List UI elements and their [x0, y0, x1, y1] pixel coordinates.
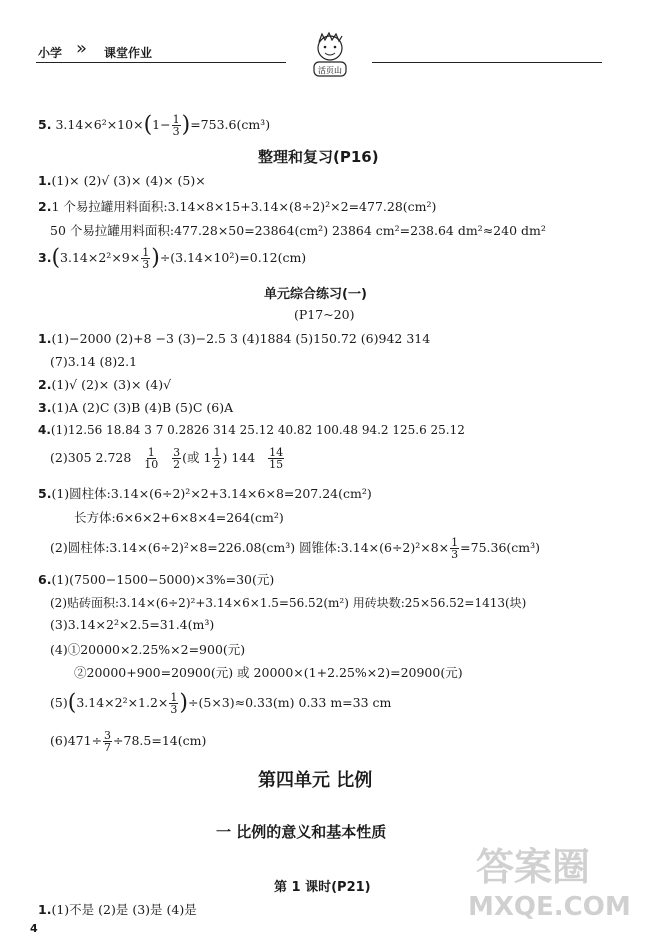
formula-result: ÷(5×3)≈0.33(m) 0.33 m=33 cm — [188, 695, 392, 710]
header-tag-title: 课堂作业 — [104, 46, 153, 60]
answer-line — [38, 900, 197, 918]
answer-line — [74, 663, 463, 681]
answer-text: (2)圆柱体:3.14×(6÷2)²×8=226.08(cm³) 圆锥体:3.14×(6÷2)²×8× — [50, 540, 450, 555]
header-tag-grade: 小学 — [38, 46, 63, 60]
formula-part: 3.14×6²×10× — [55, 117, 144, 132]
answer-line — [38, 331, 430, 346]
page-number: 4 — [30, 922, 38, 935]
fraction-denominator: 3 — [451, 548, 459, 561]
fraction-numerator: 1 — [213, 446, 221, 459]
answer-text: 长方体:6×6×2+6×8×4=264(cm²) — [74, 510, 284, 525]
answer-line — [38, 247, 306, 270]
answer-text: =75.36(cm³) — [460, 540, 541, 555]
fraction-numerator: 1 — [170, 691, 178, 704]
header-rule-left — [36, 62, 286, 63]
section-title-unit-review: 单元综合练习(一) — [264, 287, 367, 302]
answer-line — [38, 484, 372, 502]
answer-text: (1)不是 (2)是 (3)是 (4)是 — [51, 902, 197, 917]
fraction-denominator: 2 — [213, 458, 221, 471]
watermark-logo: 答案圈 — [476, 845, 591, 889]
answer-line — [50, 447, 285, 470]
question-number: 4. — [38, 423, 51, 437]
fraction — [169, 692, 178, 715]
fraction-numerator: 1 — [172, 113, 180, 126]
fraction-denominator: 2 — [173, 458, 181, 471]
formula-part: 3.14×2²×1.2× — [76, 695, 169, 710]
answer-line — [50, 692, 391, 715]
answer-text: (5) — [50, 695, 68, 710]
question-number: 2. — [38, 377, 52, 392]
answer-line — [74, 508, 284, 526]
answer-line — [50, 537, 540, 560]
answer-text: (1)A (2)C (3)B (4)B (5)C (6)A — [51, 400, 234, 415]
question-number: 1. — [38, 331, 52, 346]
fraction-numerator: 1 — [147, 446, 155, 459]
fraction-denominator: 3 — [172, 125, 180, 138]
header-rule-right — [372, 62, 602, 63]
fraction-numerator: 3 — [104, 729, 112, 742]
formula-result: =753.6(cm³) — [190, 117, 271, 132]
fraction-denominator: 10 — [144, 458, 159, 471]
watermark-url: MXQE.COM — [468, 892, 631, 922]
formula-part: 1− — [152, 117, 171, 132]
question-number: 3. — [38, 250, 52, 265]
answer-line — [38, 197, 436, 215]
fraction — [172, 114, 181, 137]
answer-line — [50, 617, 214, 632]
paren-open: ( — [143, 112, 153, 138]
fraction-denominator: 3 — [142, 258, 150, 271]
question-number: 3. — [38, 400, 52, 415]
answer-line — [50, 640, 245, 658]
mascot-icon — [300, 30, 360, 82]
fraction — [212, 447, 221, 470]
question-number: 6. — [38, 572, 52, 587]
chevron-icon: » — [76, 38, 88, 59]
fraction-numerator: 1 — [451, 536, 459, 549]
answer-text: (4)①20000×2.25%×2=900(元) — [50, 642, 246, 657]
answer-text: ÷78.5=14(cm) — [113, 733, 207, 748]
answer-text: (2)305 2.728 — [50, 450, 132, 465]
question-number: 2. — [38, 199, 52, 214]
paren-close: ) — [179, 690, 189, 716]
paren-close: ) — [181, 112, 191, 138]
paren-close: ) — [151, 245, 160, 271]
fraction — [144, 447, 158, 470]
formula-result: ÷(3.14×10²)=0.12(cm) — [159, 250, 307, 265]
answer-text: (1)−2000 (2)+8 −3 (3)−2.5 3 (4)1884 (5)150.72 (6)942 314 — [51, 331, 431, 346]
answer-text: (1)(7500−1500−5000)×3%=30(元) — [51, 572, 275, 587]
answer-line — [50, 221, 546, 239]
answer-line — [38, 173, 206, 188]
answer-text: (6)471÷ — [50, 733, 103, 748]
answer-text: (1)圆柱体:3.14×(6÷2)²×2+3.14×6×8=207.24(cm²) — [51, 486, 372, 501]
question-number: 5. — [38, 486, 52, 501]
fraction-denominator: 7 — [104, 741, 112, 754]
answer-text: (7)3.14 (8)2.1 — [50, 354, 138, 369]
answer-text: (3)3.14×2²×2.5=31.4(m³) — [50, 617, 215, 632]
fraction — [268, 447, 284, 470]
fraction — [450, 537, 459, 560]
unit-title: 第四单元 比例 — [258, 770, 373, 791]
answer-text: ②20000+900=20900(元) 或 20000×(1+2.25%×2)=20900(元) — [74, 665, 463, 680]
question-number: 1. — [38, 173, 52, 188]
answer-line — [38, 423, 465, 437]
fraction — [141, 247, 150, 270]
question-number: 1. — [38, 902, 52, 917]
answer-text: ) 144 — [222, 450, 256, 465]
fraction-numerator: 14 — [269, 446, 284, 459]
answer-line — [38, 377, 171, 392]
fraction — [172, 447, 181, 470]
paren-open: ( — [67, 690, 77, 716]
paren-open: ( — [51, 245, 61, 271]
answer-text: (1)√ (2)× (3)× (4)√ — [51, 377, 172, 392]
fraction-denominator: 3 — [170, 703, 178, 716]
answer-line — [50, 354, 137, 369]
fraction-numerator: 1 — [142, 246, 150, 259]
answer-line — [38, 570, 274, 588]
lesson-title: 第 1 课时(P21) — [274, 880, 371, 895]
answer-text: 1 个易拉罐用料面积:3.14×8×15+3.14×(8÷2)²×2=477.28(cm²) — [51, 199, 437, 214]
answer-text: (2)贴砖面积:3.14×(6÷2)²+3.14×6×1.5=56.52(m²) 用砖块数:25×56.52=1413(块) — [50, 596, 527, 610]
answer-text: (或 1 — [182, 450, 212, 465]
fraction-denominator: 15 — [269, 458, 284, 471]
question-number: 5. — [38, 117, 52, 132]
mascot-sign: 活页山 — [318, 66, 342, 75]
answer-line — [38, 400, 233, 415]
answer-line-5 — [38, 114, 270, 137]
fraction-numerator: 3 — [173, 446, 181, 459]
answer-line — [50, 594, 526, 611]
formula-part: 3.14×2²×9× — [60, 250, 141, 265]
section-title: 一 比例的意义和基本性质 — [216, 823, 387, 841]
answer-text: (1)12.56 18.84 3 7 0.2826 314 25.12 40.82 100.48 94.2 125.6 25.12 — [50, 423, 465, 437]
answer-line — [50, 730, 206, 753]
section-title-review: 整理和复习(P16) — [258, 148, 379, 166]
answer-text: (1)× (2)√ (3)× (4)× (5)× — [51, 173, 206, 188]
fraction — [103, 730, 112, 753]
answer-text: 50 个易拉罐用料面积:477.28×50=23864(cm²) 23864 cm²=238.64 dm²≈240 dm² — [50, 223, 546, 238]
section-pages: (P17~20) — [294, 307, 355, 322]
